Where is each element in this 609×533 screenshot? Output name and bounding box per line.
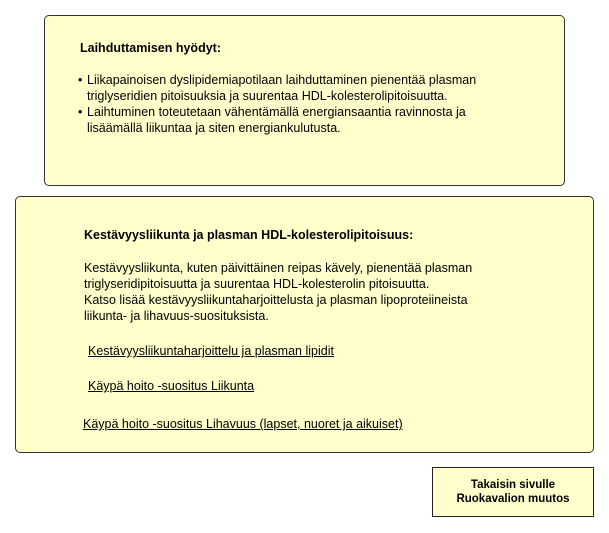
paragraph-line: Katso lisää kestävyysliikuntaharjoittelusta ja plasman lipoproteiineista: [84, 293, 468, 307]
endurance-paragraph: [84, 260, 564, 324]
paragraph-line: liikunta- ja lihavuus-suosituksista.: [84, 309, 269, 323]
endurance-exercise-panel: [15, 196, 594, 453]
bullet-icon: •: [78, 73, 83, 87]
list-item-line: lisäämällä liikuntaa ja siten energiankulutusta.: [87, 121, 341, 135]
paragraph-line: triglyseridipitoisuutta ja suurentaa HDL-kolesterolin pitoisuutta.: [84, 277, 430, 291]
benefits-panel: [44, 15, 565, 186]
back-link-line2: Ruokavalion muutos: [456, 493, 570, 505]
back-link-line1: Takaisin sivulle: [470, 479, 556, 491]
bullet-icon: •: [78, 105, 83, 119]
list-item-line: Laihtuminen toteutetaan vähentämällä energiansaantia ravinnosta ja: [87, 105, 466, 119]
link-endurance-training-lipids[interactable]: Kestävyysliikuntaharjoittelu ja plasman lipidit: [88, 344, 334, 358]
list-item-line: triglyseridien pitoisuuksia ja suurentaa HDL-kolesterolipitoisuutta.: [87, 89, 448, 103]
benefits-heading: Laihduttamisen hyödyt:: [80, 41, 221, 55]
link-guideline-obesity[interactable]: Käypä hoito -suositus Lihavuus (lapset, nuoret ja aikuiset): [83, 417, 403, 431]
list-item: [78, 72, 548, 104]
list-item: [78, 104, 548, 136]
paragraph-line: Kestävyysliikunta, kuten päivittäinen reipas kävely, pienentää plasman: [84, 261, 473, 275]
benefits-list: [78, 72, 548, 136]
link-guideline-exercise[interactable]: Käypä hoito -suositus Liikunta: [88, 379, 255, 393]
back-navigation-box: [432, 467, 594, 517]
list-item-line: Liikapainoisen dyslipidemiapotilaan laihduttaminen pienentää plasman: [87, 73, 477, 87]
endurance-heading: Kestävyysliikunta ja plasman HDL-kolesterolipitoisuus:: [84, 228, 414, 242]
back-to-diet-change-button[interactable]: [433, 468, 593, 516]
